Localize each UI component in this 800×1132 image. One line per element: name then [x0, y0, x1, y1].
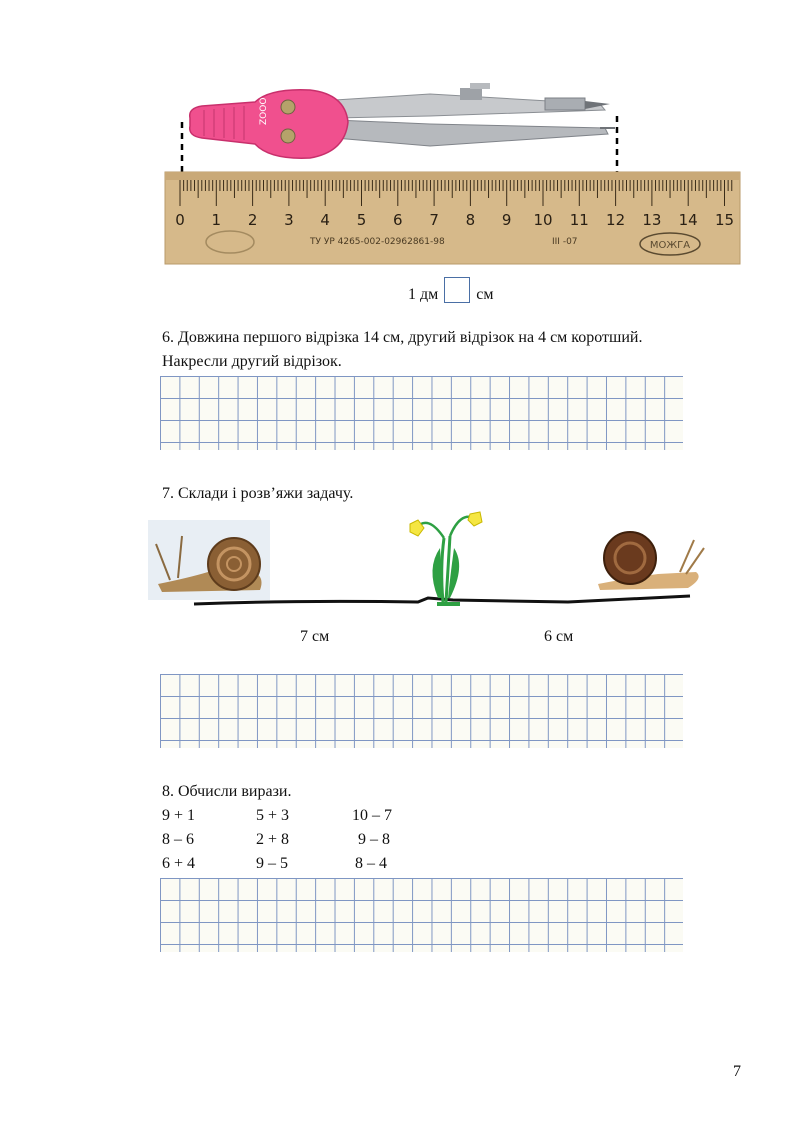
expression: 6 + 4 — [162, 855, 196, 872]
ruler-tick-label: 0 — [175, 211, 185, 229]
ruler-tick-label: 1 — [211, 211, 222, 229]
ruler-tick-label: 12 — [606, 211, 626, 229]
task6-line2: Накресли другий відрізок. — [162, 353, 342, 370]
expression: 5 + 3 — [256, 807, 290, 824]
ruler-tick-label: 13 — [642, 211, 662, 229]
ruler-tick-label: 11 — [569, 211, 589, 229]
svg-text:ZOOO: ZOOO — [259, 97, 269, 125]
ruler-tick-label: 6 — [393, 211, 403, 229]
snail-right-icon — [598, 532, 704, 590]
expression: 8 – 4 — [355, 855, 387, 872]
ruler-tick-label: 2 — [247, 211, 258, 229]
measure-dm-label: 1 дм — [408, 286, 439, 303]
expression: 10 – 7 — [352, 807, 392, 824]
grid-task6[interactable] — [160, 376, 683, 450]
compass-icon — [190, 83, 615, 158]
ruler-marking: ТУ УР 4265-002-02962861-98 — [310, 237, 445, 247]
expression: 8 – 6 — [162, 831, 194, 848]
ruler-brand: МОЖГА — [649, 240, 691, 251]
expression: 9 + 1 — [162, 807, 196, 824]
ruler-tick-label: 10 — [533, 211, 553, 229]
task6-line1: 6. Довжина першого відрізка 14 см, другий відрізок на 4 см коротший. — [162, 329, 643, 346]
ruler-tick-label: 4 — [320, 211, 330, 229]
answer-box[interactable] — [444, 277, 470, 303]
ruler-tick-label: 8 — [465, 211, 476, 229]
ruler-tick-label: 9 — [501, 211, 512, 229]
expression: 9 – 8 — [358, 831, 390, 848]
ruler-code: III -07 — [552, 237, 578, 247]
flower-icon — [410, 512, 482, 604]
expression: 9 – 5 — [256, 855, 288, 872]
task8-title: 8. Обчисли вирази. — [162, 783, 292, 800]
ruler-tick-label: 14 — [678, 211, 698, 229]
expression: 2 + 8 — [256, 831, 290, 848]
ruler-tick-label: 15 — [714, 211, 735, 229]
snail-flower-illustration — [148, 508, 708, 618]
task7-title: 7. Склади і розв’яжи задачу. — [162, 485, 354, 502]
compass-ruler-illustration — [160, 80, 745, 270]
ruler-tick-label: 5 — [356, 211, 367, 229]
ruler-tick-label: 3 — [284, 211, 294, 229]
grid-task7[interactable] — [160, 674, 683, 748]
measure-answer — [408, 277, 494, 305]
page-number: 7 — [733, 1063, 741, 1080]
ruler-tick-label: 7 — [429, 211, 439, 229]
distance-right: 6 см — [544, 628, 574, 645]
distance-left: 7 см — [300, 628, 330, 645]
measure-cm-label: см — [476, 286, 494, 303]
grid-task8[interactable] — [160, 878, 683, 952]
